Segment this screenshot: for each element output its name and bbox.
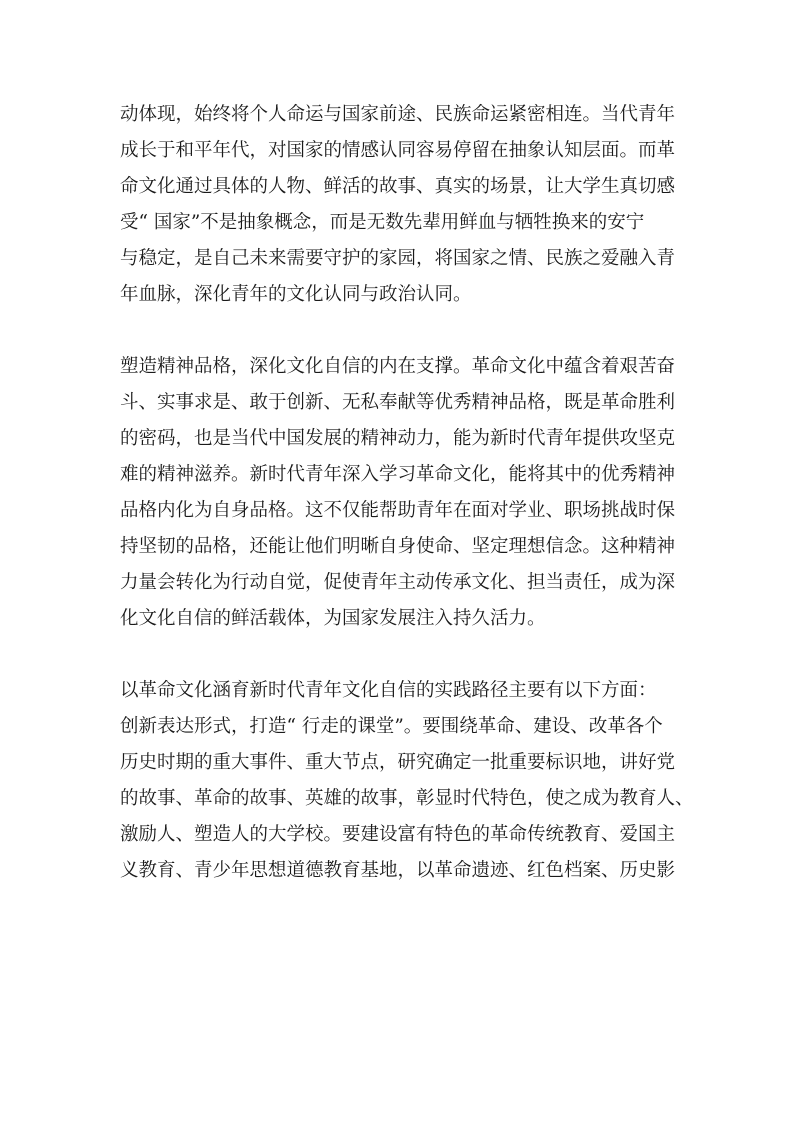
text-line: 的故事、革命的故事、英雄的故事，彰显时代特色，使之成为教育人、 (120, 788, 694, 809)
text-line: 化文化自信的鲜活载体，为国家发展注入持久活力。 (120, 608, 546, 629)
text-line: 激励人、塑造人的大学校。要建设富有特色的革命传统教育、爱国主 (120, 824, 676, 845)
text-line: 塑造精神品格，深化文化自信的内在支撑。革命文化中蕴含着艰苦奋 (120, 356, 676, 377)
text-line: 受“ 国家”不是抽象概念，而是无数先辈用鲜血与牺牲换来的安宁 (120, 212, 645, 233)
text-line: 与稳定，是自己未来需要守护的家园，将国家之情、民族之爱融入青 (120, 248, 676, 269)
document-body (120, 97, 694, 889)
paragraph-gap (120, 637, 690, 673)
text-line: 以革命文化涵育新时代青年文化自信的实践路径主要有以下方面： (120, 680, 657, 701)
text-line: 力量会转化为行动自觉，促使青年主动传承文化、担当责任，成为深 (120, 572, 676, 593)
text-line: 年血脉，深化青年的文化认同与政治认同。 (120, 284, 472, 305)
text-line: 创新表达形式，打造“ 行走的课堂”。要围绕革命、建设、改革各个 (120, 716, 663, 737)
paragraph-gap (120, 313, 690, 349)
text-line: 成长于和平年代，对国家的情感认同容易停留在抽象认知层面。而革 (120, 140, 676, 161)
text-line: 义教育、青少年思想道德教育基地，以革命遗迹、红色档案、历史影 (120, 860, 676, 881)
text-line: 持坚韧的品格，还能让他们明晰自身使命、坚定理想信念。这种精神 (120, 536, 676, 557)
text-line: 的密码，也是当代中国发展的精神动力，能为新时代青年提供攻坚克 (120, 428, 676, 449)
text-line: 命文化通过具体的人物、鲜活的故事、真实的场景，让大学生真切感 (120, 176, 676, 197)
text-line: 难的精神滋养。新时代青年深入学习革命文化，能将其中的优秀精神 (120, 464, 676, 485)
text-line: 历史时期的重大事件、重大节点，研究确定一批重要标识地，讲好党 (120, 752, 676, 773)
text-line: 斗、实事求是、敢于创新、无私奉献等优秀精神品格，既是革命胜利 (120, 392, 676, 413)
paragraph-1 (120, 97, 690, 313)
text-line: 品格内化为自身品格。这不仅能帮助青年在面对学业、职场挑战时保 (120, 500, 676, 521)
paragraph-3 (120, 673, 694, 889)
paragraph-2 (120, 349, 690, 637)
text-line: 动体现，始终将个人命运与国家前途、民族命运紧密相连。当代青年 (120, 104, 676, 125)
